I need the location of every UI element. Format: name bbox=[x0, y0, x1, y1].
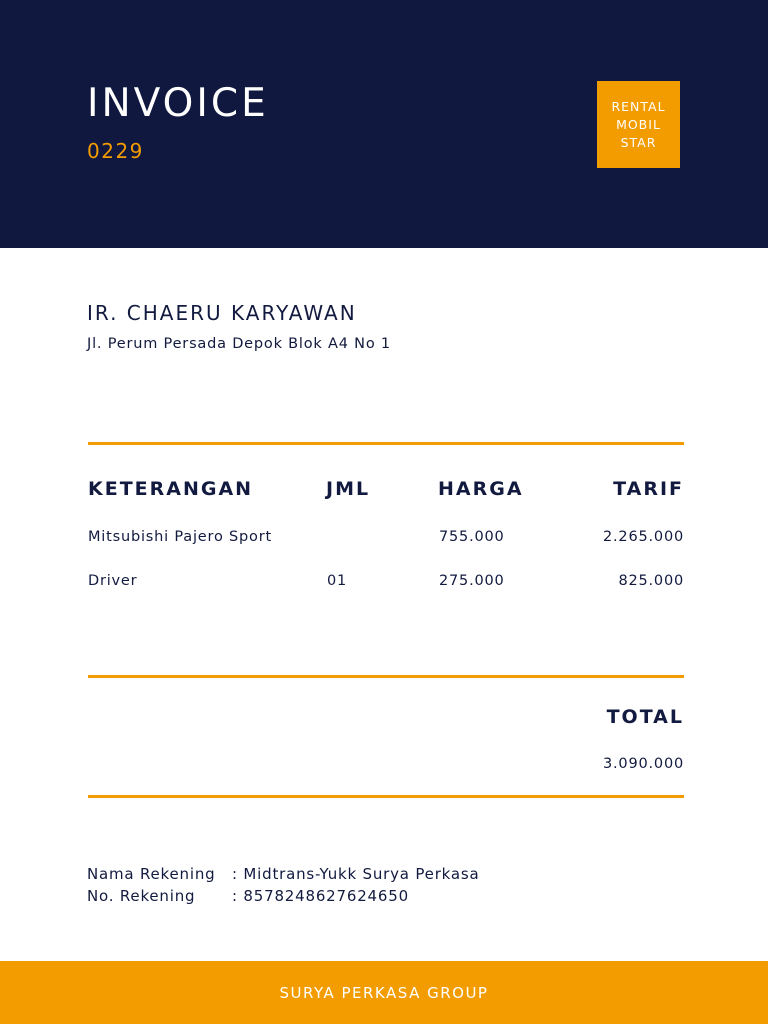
invoice-title: INVOICE bbox=[87, 81, 269, 126]
row-description: Mitsubishi Pajero Sport bbox=[88, 529, 272, 545]
table-bottom-divider bbox=[88, 675, 684, 678]
bank-account-name-value: : Midtrans-Yukk Surya Perkasa bbox=[232, 865, 480, 883]
brand-line-2: MOBIL bbox=[616, 116, 661, 132]
bank-account-name bbox=[87, 864, 480, 884]
row-price: 275.000 bbox=[439, 573, 505, 589]
column-header-amount: TARIF bbox=[613, 478, 684, 500]
bank-account-number-value: : 8578248627624650 bbox=[232, 887, 409, 905]
customer-name: IR. CHAERU KARYAWAN bbox=[87, 301, 357, 325]
column-header-description: KETERANGAN bbox=[88, 478, 254, 500]
table-top-divider bbox=[88, 442, 684, 445]
row-amount: 2.265.000 bbox=[603, 529, 684, 545]
row-amount: 825.000 bbox=[618, 573, 684, 589]
invoice-header bbox=[0, 0, 768, 248]
row-description: Driver bbox=[88, 573, 138, 589]
column-header-price: HARGA bbox=[438, 478, 524, 500]
column-header-qty: JML bbox=[326, 478, 371, 500]
bank-account-number-label: No. Rekening bbox=[87, 887, 196, 905]
invoice-number: 0229 bbox=[87, 139, 144, 163]
footer-bar bbox=[0, 961, 768, 1024]
total-divider bbox=[88, 795, 684, 798]
total-value: 3.090.000 bbox=[603, 756, 684, 772]
row-price: 755.000 bbox=[439, 529, 505, 545]
brand-line-1: RENTAL bbox=[611, 98, 666, 114]
bank-account-number bbox=[87, 886, 409, 906]
bank-account-name-label: Nama Rekening bbox=[87, 865, 216, 883]
customer-address: Jl. Perum Persada Depok Blok A4 No 1 bbox=[87, 336, 391, 352]
row-qty: 01 bbox=[327, 573, 348, 589]
brand-logo bbox=[597, 81, 680, 168]
brand-line-3: STAR bbox=[620, 134, 657, 150]
footer-company: SURYA PERKASA GROUP bbox=[279, 983, 489, 1002]
total-label: TOTAL bbox=[606, 706, 684, 728]
